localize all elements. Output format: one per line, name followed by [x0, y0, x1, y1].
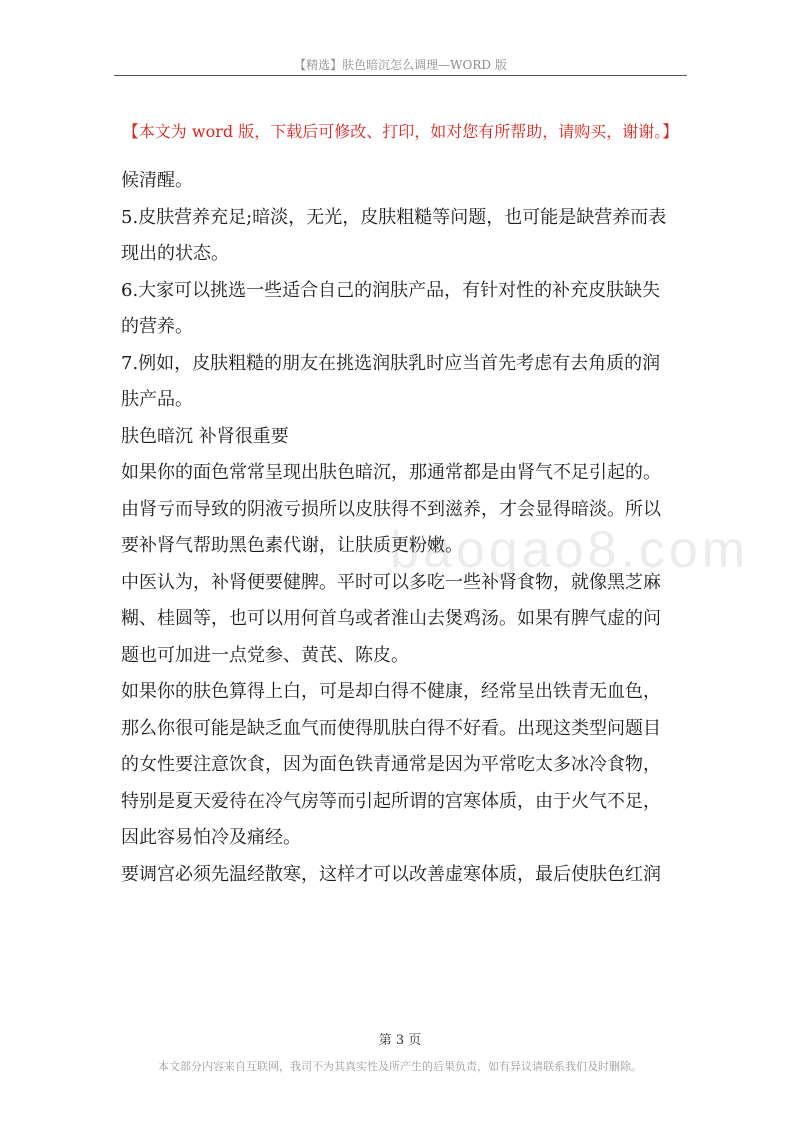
- body-line: 因此容易怕冷及痛经。: [121, 827, 301, 848]
- purchase-notice: 【本文为 word 版，下载后可修改、打印，如对您有所帮助，请购买，谢谢。】: [122, 122, 679, 141]
- body-text: [121, 163, 691, 893]
- body-line: 的营养。: [121, 316, 193, 337]
- body-line: 特别是夏天爱待在冷气房等而引起所谓的宫寒体质，由于火气不足，: [121, 790, 661, 812]
- body-line: 如果你的肤色算得上白，可是却白得不健康，经常呈出铁青无血色，: [121, 681, 661, 702]
- body-line: 肤产品。: [121, 389, 193, 410]
- body-line: 7.例如，皮肤粗糙的朋友在挑选润肤乳时应当首先考虑有去角质的润: [121, 352, 661, 374]
- body-line: 的女性要注意饮食，因为面色铁青通常是因为平常吃太多冰冷食物，: [121, 754, 661, 775]
- body-line: 候清醒。: [121, 170, 193, 191]
- body-line: 如果你的面色常常呈现出肤色暗沉，那通常都是由肾气不足引起的。: [121, 462, 661, 483]
- body-line: 那么你很可能是缺乏血气而使得肌肤白得不好看。出现这类型问题目: [121, 717, 661, 739]
- body-line: 由肾亏而导致的阴液亏损所以皮肤得不到滋养，才会显得暗淡。所以: [121, 498, 661, 520]
- disclaimer-footer: 本文部分内容来自互联网，我司不为其真实性及所产生的后果负责，如有异议请联系我们及时删除。: [158, 1060, 642, 1073]
- body-line: 5.皮肤营养充足;暗淡，无光，皮肤粗糙等问题，也可能是缺营养而表: [121, 206, 667, 228]
- body-line: 中医认为，补肾便要健脾。平时可以多吃一些补肾食物，就像黑芝麻: [121, 571, 661, 593]
- body-line: 要补肾气帮助黑色素代谢，让肤质更粉嫩。: [121, 535, 463, 556]
- page-header: 【精选】肤色暗沉怎么调理—WORD 版: [294, 58, 507, 72]
- section-heading: 肤色暗沉 补肾很重要: [121, 425, 289, 447]
- header-divider: [114, 75, 687, 76]
- body-line: 现出的状态。: [121, 243, 229, 264]
- page-number: 第 3 页: [378, 1033, 422, 1048]
- body-line: 要调宫必须先温经散寒，这样才可以改善虚寒体质，最后使肤色红润: [121, 863, 661, 885]
- body-line: 6.大家可以挑选一些适合自己的润肤产品，有针对性的补充皮肤缺失: [121, 279, 661, 301]
- watermark: baogao8.com: [390, 521, 750, 579]
- body-line: 题也可加进一点党参、黄芪、陈皮。: [121, 644, 409, 666]
- body-line: 糊、桂圆等，也可以用何首乌或者淮山去煲鸡汤。如果有脾气虚的问: [121, 608, 661, 629]
